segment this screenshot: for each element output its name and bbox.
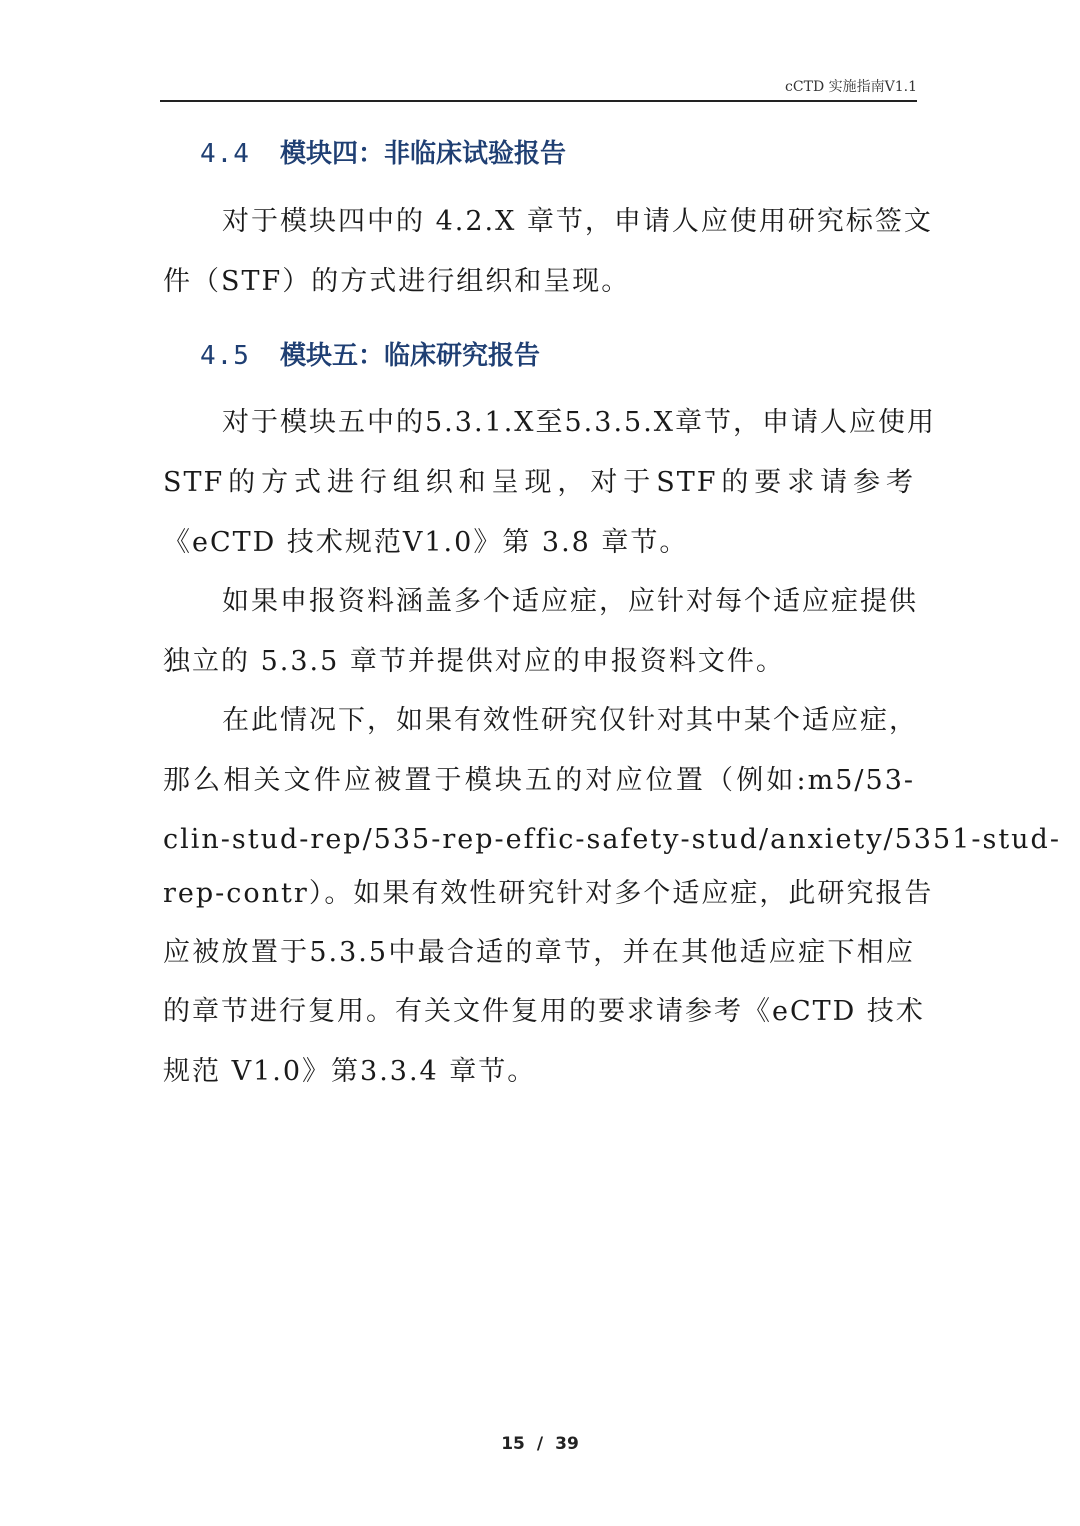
- paragraph-line: 应被放置于5.3.5中最合适的章节，并在其他适应症下相应: [163, 937, 915, 968]
- section-heading-4-5: [200, 336, 540, 376]
- paragraph-line: rep-contr）。如果有效性研究针对多个适应症，此研究报告: [163, 878, 934, 909]
- paragraph-line: STF的方式进行组织和呈现，对于STF的要求请参考: [163, 467, 915, 498]
- page-number: [0, 1434, 1080, 1454]
- paragraph-line: 独立的 5.3.5 章节并提供对应的申报资料文件。: [163, 646, 785, 677]
- paragraph-line: 在此情况下，如果有效性研究仅针对其中某个适应症，: [222, 705, 918, 736]
- paragraph-line: 对于模块五中的5.3.1.X至5.3.5.X章节，申请人应使用: [222, 407, 937, 438]
- paragraph-line: clin-stud-rep/535-rep-effic-safety-stud/anxiety/5351-stud-: [163, 824, 1061, 855]
- section-heading-4-4: [200, 134, 566, 174]
- page-separator: /: [536, 1434, 544, 1454]
- section-number: 4.5: [200, 341, 250, 371]
- paragraph-line: 如果申报资料涵盖多个适应症，应针对每个适应症提供: [222, 586, 918, 617]
- paragraph-line: 规范 V1.0》第3.3.4 章节。: [163, 1056, 537, 1087]
- running-header: cCTD 实施指南V1.1: [785, 79, 917, 95]
- current-page: 15: [501, 1434, 525, 1454]
- total-pages: 39: [555, 1434, 579, 1454]
- paragraph-line: 对于模块四中的 4.2.X 章节，申请人应使用研究标签文: [222, 206, 933, 237]
- paragraph-line: 的章节进行复用。有关文件复用的要求请参考《eCTD 技术: [163, 996, 925, 1027]
- header-divider: [160, 100, 917, 102]
- section-title: 模块五：临床研究报告: [280, 341, 541, 371]
- paragraph-line: 件（STF）的方式进行组织和呈现。: [163, 266, 631, 297]
- section-number: 4.4: [200, 139, 250, 169]
- paragraph-line: 那么相关文件应被置于模块五的对应位置（例如:m5/53-: [163, 765, 915, 796]
- paragraph-line: 《eCTD 技术规范V1.0》第 3.8 章节。: [163, 527, 689, 558]
- section-title: 模块四：非临床试验报告: [280, 139, 567, 169]
